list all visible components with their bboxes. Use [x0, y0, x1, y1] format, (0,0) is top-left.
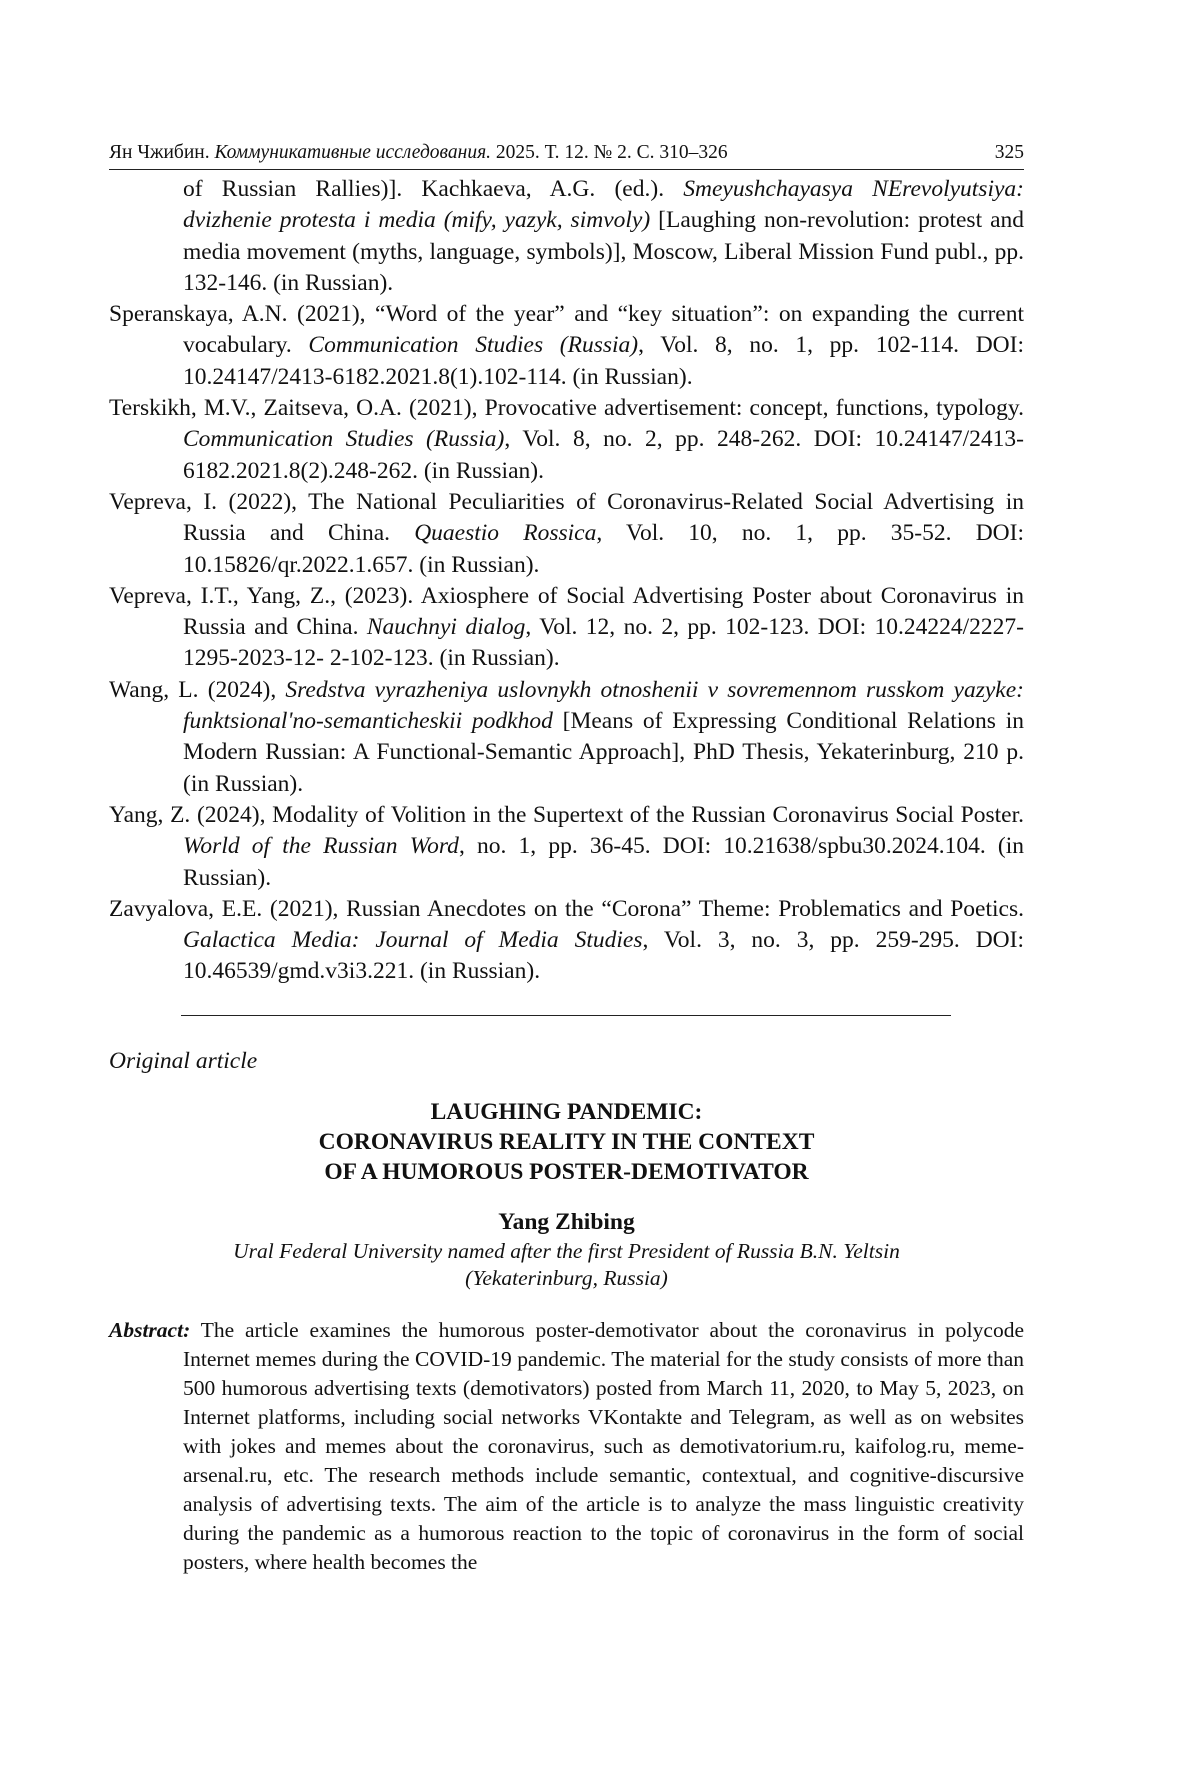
reference-entry — [109, 393, 1024, 487]
reference-text: , Vol. 3, no. 3, pp. 259-295. DOI: 10.46539/gmd.v3i3.221. (in Russian). — [183, 927, 1024, 985]
reference-source: Galactica Media: Journal of Media Studies — [183, 927, 643, 954]
reference-source: Nauchnyi dialog — [366, 614, 526, 641]
reference-text: Yang, Z. (2024), Modality of Volition in the Supertext of the Russian Coronavirus Social Poster. — [109, 801, 1024, 828]
reference-text: , Vol. 12, no. 2, pp. 102-123. DOI: 10.24224/2227-1295-2023-12- 2-102-123. (in Russian). — [183, 614, 1024, 672]
header-issue: 2025. Т. 12. № 2. С. 310–326 — [495, 142, 728, 163]
title-line: OF A HUMOROUS POSTER-DEMOTIVATOR — [324, 1158, 809, 1185]
reference-source: Sredstva vyrazheniya uslovnykh otnoshenii v sovremennom russkom yazyke: funktsional'no-semanticheskii podkhod — [183, 676, 1024, 735]
affiliation-line: (Yekaterinburg, Russia) — [465, 1265, 668, 1290]
affiliation-line: Ural Federal University named after the first President of Russia B.N. Yeltsin — [233, 1238, 900, 1263]
reference-list — [109, 174, 1024, 988]
abstract-text: The article examines the humorous poster-demotivator about the coronavirus in polycode Internet memes during the COVID-19 pandemic. The material for the study consists of more than 500 humorous advertising texts (demotivators) posted from March 11, 2020, to May 5, 2023, on Internet platforms, including social networks VKontakte and Telegram, as well as on websites with jokes and memes about the coronavirus, such as demotivatorium.ru, kaifolog.ru, meme-arsenal.ru, etc. The research methods include semantic, contextual, and cognitive-discursive analysis of advertising texts. The aim of the article is to analyze the mass linguistic creativity during the pandemic as a humorous reaction to the topic of coronavirus in the form of social posters, where health becomes the — [183, 1317, 1024, 1574]
abstract — [109, 1316, 1024, 1577]
section-divider — [181, 1015, 951, 1016]
author-affiliation — [109, 1238, 1024, 1292]
reference-source: Communication Studies (Russia) — [308, 332, 639, 359]
journal-page — [109, 142, 1024, 1577]
reference-source: World of the Russian Word — [183, 833, 459, 860]
reference-entry — [109, 800, 1024, 894]
reference-text: Terskikh, M.V., Zaitseva, O.A. (2021), Provocative advertisement: concept, functions, typology. — [109, 395, 1024, 422]
reference-source: Communication Studies (Russia) — [183, 426, 505, 453]
reference-text: [Means of Expressing Conditional Relations in Modern Russian: A Functional-Semantic Approach], PhD Thesis, Yekaterinburg, 210 p. (in Russian). — [183, 708, 1024, 797]
reference-text: Wang, L. (2024), — [109, 676, 286, 703]
abstract-label: Abstract: — [109, 1317, 191, 1342]
running-header — [109, 142, 1024, 170]
reference-text: Speranskaya, A.N. (2021), “Word of the year” and “key situation”: on expanding the current vocabulary. — [109, 301, 1024, 359]
header-author: Ян Чжибин. — [109, 142, 210, 163]
reference-text: [Laughing non-revolution: protest and media movement (myths, language, symbols)], Moscow, Liberal Mission Fund publ., pp. 132-146. (in Russian). — [183, 207, 1024, 296]
title-line: LAUGHING PANDEMIC: — [430, 1098, 703, 1125]
reference-entry — [109, 487, 1024, 581]
reference-text: of Russian Rallies)]. Kachkaeva, A.G. (ed.). — [183, 176, 684, 202]
reference-text: Zavyalova, E.E. (2021), Russian Anecdotes on the “Corona” Theme: Problematics and Poetics. — [109, 895, 1024, 922]
page-number: 325 — [994, 142, 1024, 163]
reference-entry — [109, 174, 1024, 299]
reference-text: , Vol. 8, no. 2, pp. 248-262. DOI: 10.24147/2413-6182.2021.8(2).248-262. (in Russian). — [183, 426, 1024, 484]
article-author: Yang Zhibing — [498, 1208, 635, 1235]
reference-text: , no. 1, pp. 36-45. DOI: 10.21638/spbu30.2024.104. (in Russian). — [183, 833, 1024, 891]
reference-text: Vepreva, I. (2022), The National Peculiarities of Coronavirus-Related Social Advertising in Russia and China. — [109, 488, 1024, 547]
reference-entry — [109, 299, 1024, 393]
article-type: Original article — [109, 1047, 258, 1074]
header-citation — [109, 142, 728, 164]
header-journal: Коммуникативные исследования. — [214, 142, 492, 163]
reference-source: Quaestio Rossica — [414, 520, 597, 547]
article-title — [109, 1097, 1024, 1187]
reference-source: Smeyushchayasya NErevolyutsiya: dvizhenie protesta i media (mify, yazyk, simvoly) — [183, 176, 1024, 234]
title-line: CORONAVIRUS REALITY IN THE CONTEXT — [318, 1128, 815, 1155]
reference-text: , Vol. 10, no. 1, pp. 35-52. DOI: 10.15826/qr.2022.1.657. (in Russian). — [183, 520, 1024, 578]
reference-entry — [109, 675, 1024, 800]
reference-text: Vepreva, I.T., Yang, Z., (2023). Axiosphere of Social Advertising Poster about Coronavirus in Russia and China. — [109, 582, 1024, 641]
reference-entry — [109, 894, 1024, 988]
reference-text: , Vol. 8, no. 1, pp. 102-114. DOI: 10.24147/2413-6182.2021.8(1).102-114. (in Russian). — [183, 332, 1025, 390]
reference-entry — [109, 581, 1024, 675]
